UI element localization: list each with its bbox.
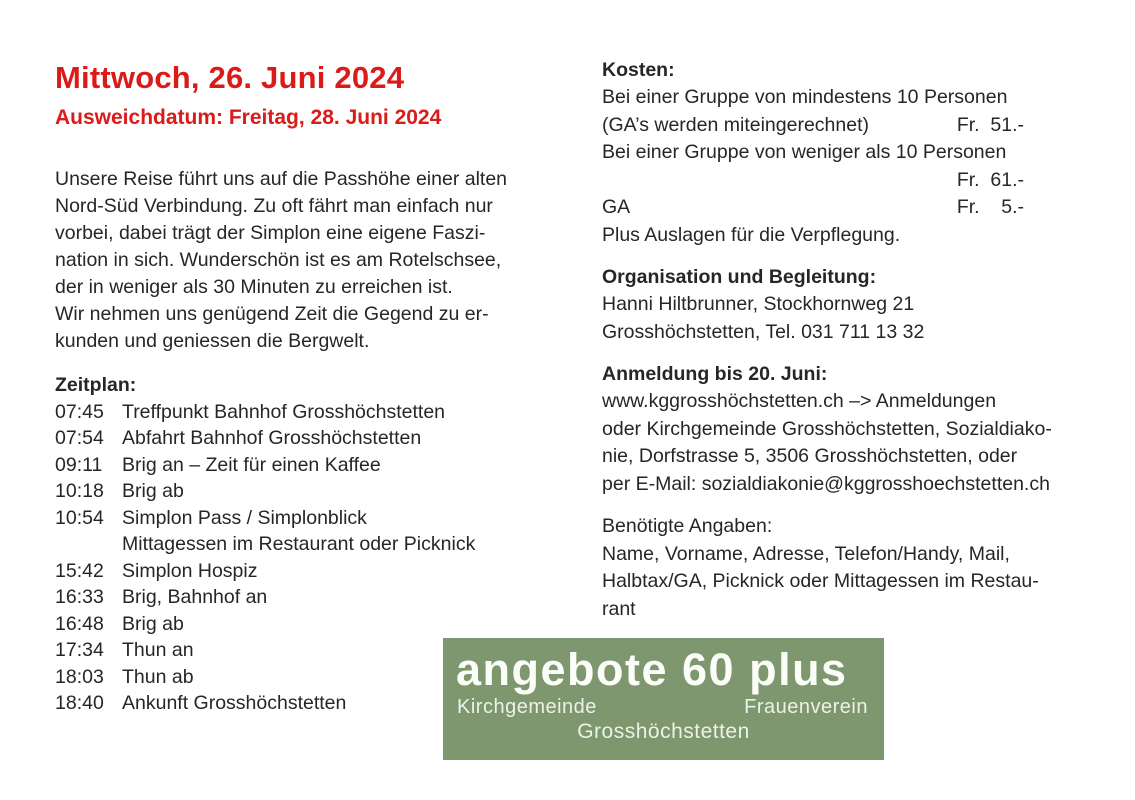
logo-kirchgemeinde-label: Kirchgemeinde bbox=[457, 695, 597, 718]
cost-amount: Fr. 51.- bbox=[956, 113, 1024, 136]
schedule-activity: Mittagessen im Restaurant oder Picknick bbox=[122, 533, 476, 556]
schedule-time: 18:40 bbox=[55, 692, 104, 715]
schedule-time: 16:33 bbox=[55, 586, 104, 609]
schedule-time: 16:48 bbox=[55, 612, 104, 635]
page-subtitle: Ausweichdatum: Freitag, 28. Juni 2024 bbox=[55, 105, 442, 129]
anmeldung-heading: Anmeldung bis 20. Juni: bbox=[602, 363, 828, 385]
schedule-activity: Treffpunkt Bahnhof Grosshöchstetten bbox=[122, 400, 446, 423]
schedule-row bbox=[55, 452, 555, 479]
organisation-line: Hanni Hiltbrunner, Stockhornweg 21 bbox=[602, 293, 915, 315]
cost-amount: Fr. 61.- bbox=[956, 168, 1024, 191]
logo-frauenverein-label: Frauenverein bbox=[744, 695, 868, 718]
left-column bbox=[55, 60, 555, 717]
cost-label: Bei einer Gruppe von mindestens 10 Personen bbox=[602, 86, 1008, 108]
anmeldung-line: oder Kirchgemeinde Grosshöchstetten, Sozialdiako- bbox=[602, 417, 1052, 440]
angaben-lines bbox=[602, 541, 1094, 624]
schedule-time: 15:42 bbox=[55, 559, 104, 582]
page-title: Mittwoch, 26. Juni 2024 bbox=[55, 60, 405, 95]
cost-row bbox=[602, 222, 1024, 250]
cost-row bbox=[602, 139, 1024, 167]
kosten-list bbox=[602, 84, 1094, 249]
angaben-line: Halbtax/GA, Picknick oder Mittagessen im Restau- bbox=[602, 570, 1039, 592]
schedule-activity: Brig, Bahnhof an bbox=[122, 586, 268, 609]
schedule-activity: Simplon Pass / Simplonblick bbox=[122, 506, 367, 529]
intro-line: Unsere Reise führt uns auf die Passhöhe einer alten bbox=[55, 167, 508, 190]
zeitplan-heading: Zeitplan: bbox=[55, 373, 137, 396]
intro-line: Nord-Süd Verbindung. Zu oft fährt man einfach nur bbox=[55, 194, 493, 217]
angaben-line: Name, Vorname, Adresse, Telefon/Handy, Mail, bbox=[602, 542, 1010, 565]
organisation-line: Grosshöchstetten, Tel. 031 711 13 32 bbox=[602, 320, 925, 343]
schedule-time: 10:54 bbox=[55, 506, 104, 529]
angaben-heading: Benötigte Angaben: bbox=[602, 515, 773, 537]
cost-label: (GA’s werden miteingerechnet) bbox=[602, 113, 869, 136]
cost-row bbox=[602, 194, 1024, 222]
schedule-row bbox=[55, 425, 555, 452]
angaben-section bbox=[602, 513, 1094, 623]
schedule-time bbox=[55, 531, 122, 558]
schedule-activity: Brig an – Zeit für einen Kaffee bbox=[122, 453, 381, 476]
schedule-row bbox=[55, 611, 555, 638]
intro-line: kunden und geniessen die Bergwelt. bbox=[55, 329, 370, 352]
logo-title: angebote 60 plus bbox=[456, 644, 848, 695]
cost-label: Plus Auslagen für die Verpflegung. bbox=[602, 223, 901, 246]
intro-line: nation in sich. Wunderschön ist es am Rotelschsee, bbox=[55, 248, 502, 271]
angebote-60-plus-logo bbox=[443, 638, 884, 760]
schedule-row bbox=[55, 584, 555, 611]
cost-label: Bei einer Gruppe von weniger als 10 Personen bbox=[602, 141, 1007, 163]
schedule-time: 09:11 bbox=[55, 453, 103, 476]
schedule-activity: Simplon Hospiz bbox=[122, 559, 258, 582]
schedule-row bbox=[55, 531, 555, 558]
cost-amount: Fr. 5.- bbox=[956, 196, 1024, 218]
angaben-line: rant bbox=[602, 597, 636, 620]
right-column bbox=[602, 57, 1094, 623]
schedule-row bbox=[55, 399, 555, 426]
schedule-activity: Ankunft Grosshöchstetten bbox=[122, 692, 347, 715]
intro-line: der in weniger als 30 Minuten zu erreichen ist. bbox=[55, 275, 453, 298]
organisation-section bbox=[602, 264, 1094, 346]
logo-grosshoechstetten-label: Grosshöchstetten bbox=[577, 719, 750, 743]
schedule-time: 17:34 bbox=[55, 639, 104, 662]
anmeldung-line: per E-Mail: sozialdiakonie@kggrosshoechstetten.ch bbox=[602, 472, 1050, 495]
schedule-time: 07:54 bbox=[55, 427, 104, 450]
schedule-activity: Thun ab bbox=[122, 665, 194, 688]
anmeldung-lines bbox=[602, 388, 1094, 498]
schedule-activity: Brig ab bbox=[122, 612, 184, 635]
schedule-time: 18:03 bbox=[55, 665, 104, 688]
anmeldung-section bbox=[602, 361, 1094, 498]
schedule-activity: Abfahrt Bahnhof Grosshöchstetten bbox=[122, 427, 422, 450]
schedule-time: 10:18 bbox=[55, 480, 104, 503]
logo-organizations-row bbox=[443, 696, 884, 719]
intro-line: vorbei, dabei trägt der Simplon eine eigene Faszi- bbox=[55, 221, 486, 244]
schedule-row bbox=[55, 478, 555, 505]
schedule-activity: Brig ab bbox=[122, 480, 184, 503]
cost-label: GA bbox=[602, 196, 631, 218]
schedule-row bbox=[55, 558, 555, 585]
intro-line: Wir nehmen uns genügend Zeit die Gegend zu er- bbox=[55, 302, 489, 325]
cost-label bbox=[602, 167, 957, 195]
schedule-time: 07:45 bbox=[55, 400, 104, 423]
organisation-lines bbox=[602, 291, 1094, 346]
schedule-activity: Thun an bbox=[122, 639, 194, 662]
cost-row bbox=[602, 84, 1024, 112]
kosten-heading: Kosten: bbox=[602, 59, 675, 81]
schedule-row bbox=[55, 505, 555, 532]
cost-row bbox=[602, 112, 1024, 140]
anmeldung-line: nie, Dorfstrasse 5, 3506 Grosshöchstetten, oder bbox=[602, 445, 1018, 467]
cost-row bbox=[602, 167, 1024, 195]
anmeldung-line: www.kggrosshöchstetten.ch –> Anmeldungen bbox=[602, 390, 997, 412]
organisation-heading: Organisation und Begleitung: bbox=[602, 266, 877, 288]
intro-paragraph bbox=[55, 166, 555, 355]
